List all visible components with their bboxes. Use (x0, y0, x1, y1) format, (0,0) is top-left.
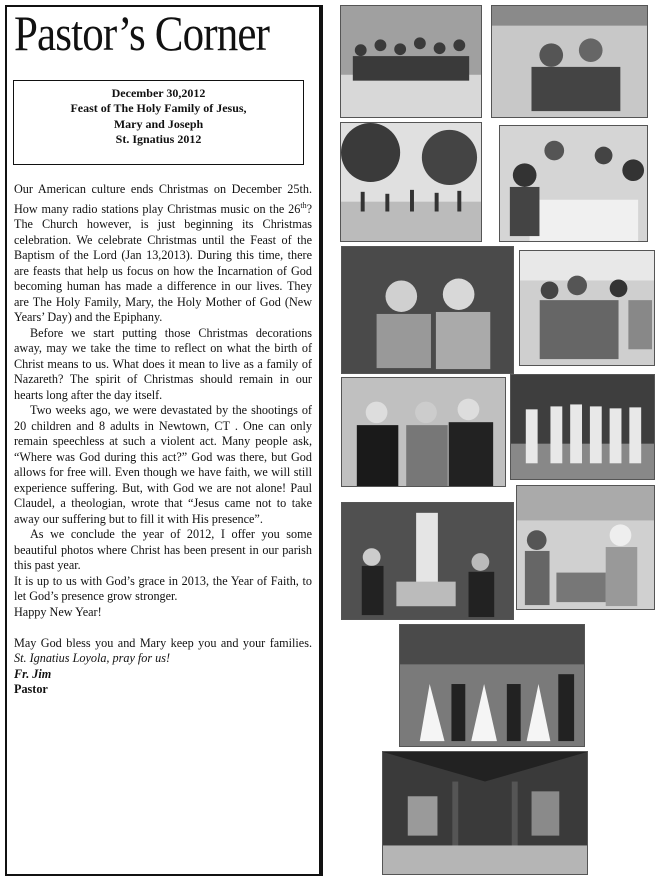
closing-prayer: St. Ignatius Loyola, pray for us! (14, 651, 171, 666)
signature-role: Pastor (14, 682, 48, 697)
paragraph-5: It is up to us with God’s grace in 2013, the Year of Faith, to let God’s presence grow stronger. (14, 573, 312, 604)
photo-statue-procession (341, 502, 514, 620)
closing-blessing: May God bless you and Mary keep you and your families. St. Ignatius Loyola, pray for us! (14, 635, 312, 666)
photo-two-women (341, 246, 514, 374)
photo-first-communion (399, 624, 585, 747)
paragraph-1: Our American culture ends Christmas on December 25th. How many radio stations play Christmas music on the 26th? The Church however, is just beginning its Christmas celebration. We celebrate Christmas until the Feast of the Baptism of the Lord (Jan 13,2013). During this time, there are feasts that help us focus on how the Incarnation of God becoming human has made a difference in our lives. They are The Holy Family, Mary, the Holy Mother of God (New Years’ Day) and the Epiphany. (14, 182, 312, 325)
header-parish: St. Ignatius 2012 (115, 131, 202, 146)
photo-street-festival (340, 122, 482, 242)
header-feast-cont: Mary and Joseph (113, 116, 204, 131)
header-date: December 30,2012 (111, 86, 206, 100)
paragraph-4: As we conclude the year of 2012, I offer you some beautiful photos where Christ has been present in our parish this past year. (14, 527, 312, 573)
photo-kitchen-volunteers (519, 250, 655, 366)
article-body (14, 182, 312, 698)
page-title: Pastor’s Corner (14, 5, 270, 61)
paragraph-2: Before we start putting those Christmas decorations away, may we take the time to reflect on what the birth of Christ means to us. What does it mean to live as a family of Nazareth? The spirit of Christmas should remain in our hearts long after the day itself. (14, 325, 312, 402)
photo-group-gathering (340, 5, 482, 118)
paragraph-6: Happy New Year! (14, 604, 102, 619)
photo-altar-procession (510, 374, 655, 480)
photo-church-interior (382, 751, 588, 875)
photo-food-serving (516, 485, 655, 610)
photo-clergy-group (341, 377, 506, 487)
header-feast: Feast of The Holy Family of Jesus, (70, 101, 247, 116)
photo-couple-outdoors (491, 5, 648, 118)
paragraph-3: Two weeks ago, we were devastated by the shootings of 20 children and 8 adults in Newtown, CT . One can only remain speechless at such a violent act. Many people ask, “Where was God during this act?” God was there, but God allows for free will. Even though we have faith, we will still experience suffering. But, with God we are not alone! Paul Claudel, a theologian, wrote that “Jesus came not to take away our suffering but to fill it with His presence”. (14, 403, 312, 526)
photo-table-dinner (499, 125, 648, 242)
signature: Fr. Jim (14, 666, 52, 681)
feast-header-box (13, 80, 304, 165)
